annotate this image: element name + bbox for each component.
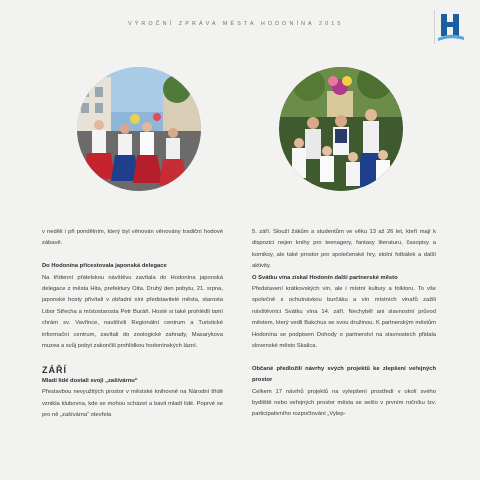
month-heading: ZÁŘÍ — [42, 364, 67, 375]
left-text-column — [42, 227, 223, 421]
report-header-title: VÝROČNÍ ZPRÁVA MĚSTA HODONÍNA 2015 — [128, 21, 344, 27]
parade-photo — [77, 67, 201, 191]
japanese-delegation-text: Na třídenní přátelskou návštěvu zavítala do Hodonína japonská delegace z města Hita, prefektury Oita. Druhý den pobytu, 21. srpna, japonské hosty přivítali v obřadní síni představitelé města, starosta Libor Střecha a místostarosta Petr Buráň. Hosté si také prohlédli tamí chrám sv. Vavřince, navštívili Regionální centrum a Turistické informační centrum, zavítali do zoologické zahrady, Masarykova muzea a svůj pobyt zakončili prohlídkou hodonínských lázní. — [42, 274, 223, 350]
right-text-column — [252, 227, 436, 421]
youth-club-text: Přestavbou nevyužitých prostor v městské knihovně na Národní třídě vznikla klubovna, kde se mohou scházet a bavit mladí lidé. Poprvé se pro ně „zašívárna“ otevřela — [42, 389, 223, 419]
hodonin-logo-icon — [434, 10, 466, 44]
wine-festival-text: Představení krátkovských vín, ale i místní kultury a folkloru. To vše společně s ochutnávkou burčáku a vín místních vinařů zažili návštěvníci Svátku vína 14. září. Nechyběl ani slavnostní průvod městem, který vedli Bakchus se svou družinou. K partnerským městům Hodonína se podpisem Dohody o partnerství na slavnostech přidala slovenské město Skalica. — [252, 286, 436, 350]
wine-festival-photo — [279, 67, 403, 191]
japanese-delegation-heading: Do Hodonína přicestovala japonská delegace — [42, 263, 167, 270]
wine-festival-heading: O Svátku vína získal Hodonín další partnerské město — [252, 274, 398, 281]
right-intro-text: 5. září. Slouží žákům a studentům ve věku 13 až 26 let, kteří mají k dispozici nejen knihy pro teenagery, fantasy literaturu, časopisy a komiksy, ale také prostor pro společenské hry, stolní fotbálek a další aktivity. — [252, 229, 436, 270]
youth-club-heading: Mladí lidé dostali svoji „zašívárnu“ — [42, 377, 138, 384]
citizen-projects-text: Celkem 17 návrhů projektů na vylepšení prostředí v okolí svého bydliště nebo veřejných prostor města se sešlo v prvním ročníku tzv. participativního rozpočtování „Vylep- — [252, 388, 436, 418]
left-intro-text: v neděli i při pondělním, který byl věnován věnovány tradiční hodové zábavě. — [42, 229, 223, 247]
citizen-projects-heading: Občané předložili návrhy svých projektů ke zlepšení veřejných prostor — [252, 365, 436, 384]
